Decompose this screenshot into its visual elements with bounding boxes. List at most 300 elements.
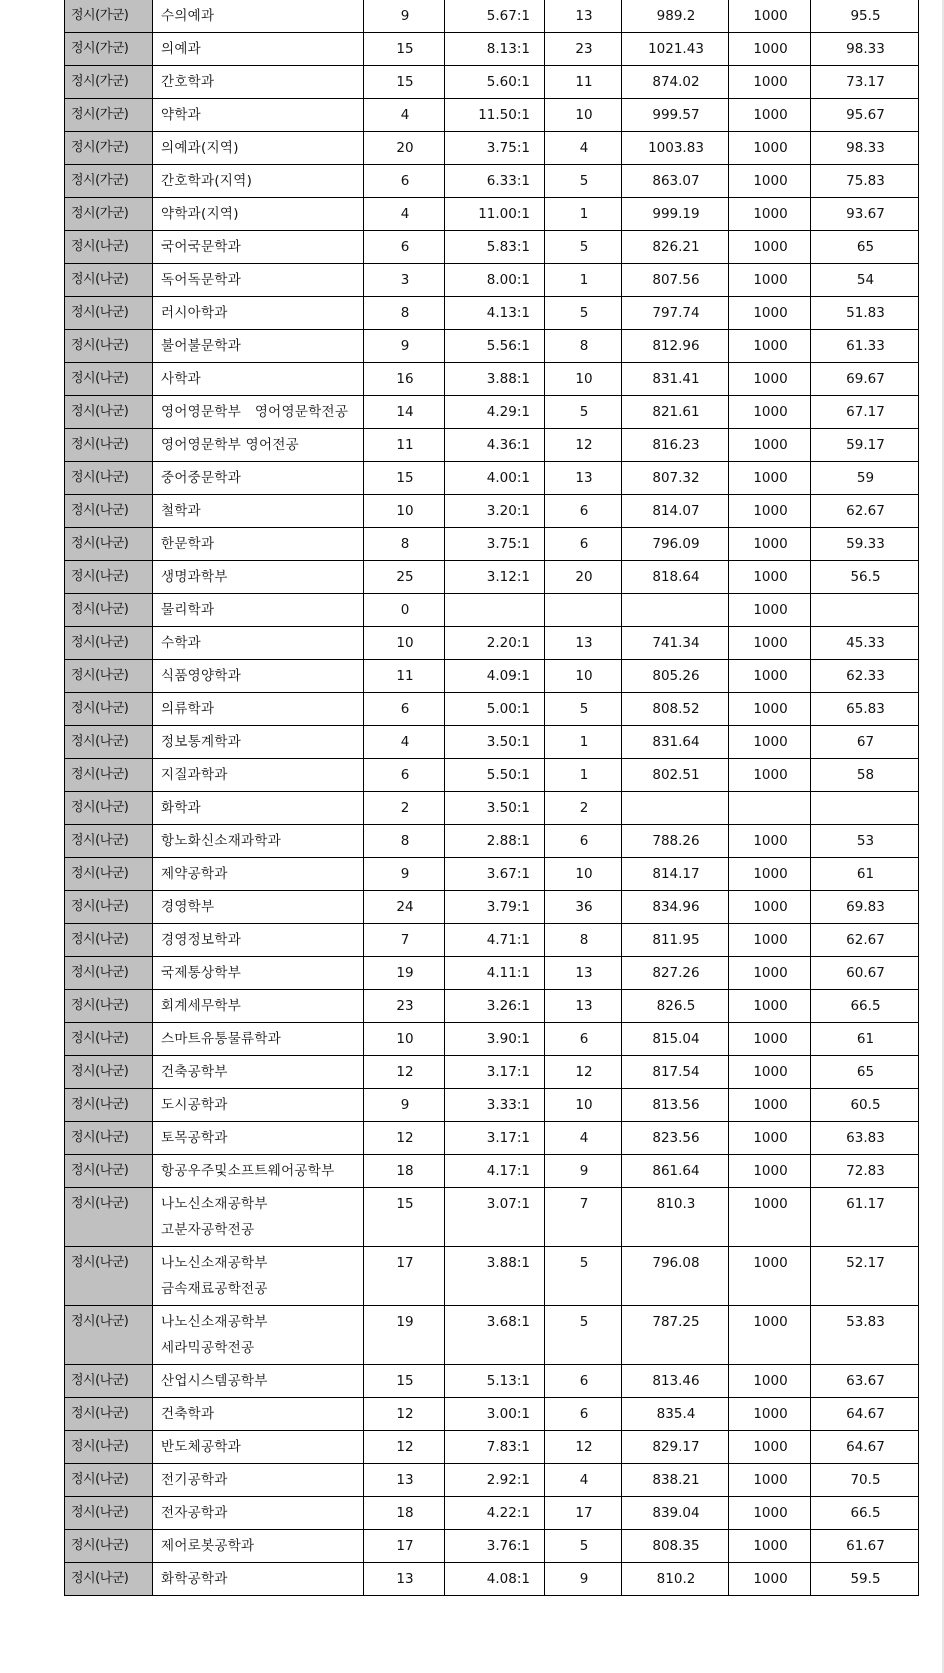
full-score-cell: 1000 — [729, 924, 811, 957]
score-cell: 816.23 — [622, 429, 729, 462]
competition-ratio-cell: 5.83:1 — [445, 231, 545, 264]
competition-ratio-cell: 8.00:1 — [445, 264, 545, 297]
waitlist-rank-cell: 5 — [545, 1306, 622, 1365]
percentile-cell: 53 — [811, 825, 919, 858]
waitlist-rank-cell: 5 — [545, 1530, 622, 1563]
admission-type-cell: 정시(나군) — [65, 1122, 153, 1155]
department-cell: 약학과(지역) — [153, 198, 364, 231]
waitlist-rank-cell: 4 — [545, 1464, 622, 1497]
percentile-cell: 61 — [811, 1023, 919, 1056]
full-score-cell: 1000 — [729, 1563, 811, 1596]
competition-ratio-cell: 11.00:1 — [445, 198, 545, 231]
department-cell: 수의예과 — [153, 0, 364, 33]
score-cell: 797.74 — [622, 297, 729, 330]
admission-type-cell: 정시(나군) — [65, 660, 153, 693]
quota-cell: 15 — [364, 1365, 445, 1398]
table-row — [65, 1306, 919, 1365]
quota-cell: 18 — [364, 1155, 445, 1188]
competition-ratio-cell: 5.13:1 — [445, 1365, 545, 1398]
competition-ratio-cell: 3.12:1 — [445, 561, 545, 594]
quota-cell: 13 — [364, 1464, 445, 1497]
waitlist-rank-cell: 2 — [545, 792, 622, 825]
table-row — [65, 330, 919, 363]
percentile-cell: 61.67 — [811, 1530, 919, 1563]
percentile-cell — [811, 792, 919, 825]
full-score-cell: 1000 — [729, 726, 811, 759]
admission-type-cell: 정시(나군) — [65, 726, 153, 759]
department-cell: 물리학과 — [153, 594, 364, 627]
percentile-cell: 60.67 — [811, 957, 919, 990]
full-score-cell: 1000 — [729, 594, 811, 627]
percentile-cell: 75.83 — [811, 165, 919, 198]
department-cell: 철학과 — [153, 495, 364, 528]
percentile-cell: 65.83 — [811, 693, 919, 726]
department-cell: 경영정보학과 — [153, 924, 364, 957]
score-cell: 811.95 — [622, 924, 729, 957]
department-cell: 식품영양학과 — [153, 660, 364, 693]
score-cell: 826.21 — [622, 231, 729, 264]
full-score-cell — [729, 792, 811, 825]
competition-ratio-cell: 11.50:1 — [445, 99, 545, 132]
table-row — [65, 165, 919, 198]
competition-ratio-cell: 4.08:1 — [445, 1563, 545, 1596]
waitlist-rank-cell: 5 — [545, 231, 622, 264]
percentile-cell: 69.83 — [811, 891, 919, 924]
score-cell: 810.3 — [622, 1188, 729, 1247]
competition-ratio-cell: 2.92:1 — [445, 1464, 545, 1497]
score-cell: 874.02 — [622, 66, 729, 99]
department-cell: 정보통계학과 — [153, 726, 364, 759]
percentile-cell: 66.5 — [811, 990, 919, 1023]
competition-ratio-cell: 2.20:1 — [445, 627, 545, 660]
percentile-cell: 63.67 — [811, 1365, 919, 1398]
waitlist-rank-cell: 9 — [545, 1563, 622, 1596]
score-cell: 831.41 — [622, 363, 729, 396]
quota-cell: 18 — [364, 1497, 445, 1530]
percentile-cell: 53.83 — [811, 1306, 919, 1365]
table-row — [65, 99, 919, 132]
full-score-cell: 1000 — [729, 231, 811, 264]
quota-cell: 8 — [364, 825, 445, 858]
waitlist-rank-cell: 7 — [545, 1188, 622, 1247]
waitlist-rank-cell: 4 — [545, 132, 622, 165]
full-score-cell: 1000 — [729, 396, 811, 429]
admission-type-cell: 정시(나군) — [65, 1023, 153, 1056]
competition-ratio-cell: 3.50:1 — [445, 792, 545, 825]
department-cell: 전자공학과 — [153, 1497, 364, 1530]
full-score-cell: 1000 — [729, 1431, 811, 1464]
department-cell: 간호학과 — [153, 66, 364, 99]
admission-type-cell: 정시(나군) — [65, 1431, 153, 1464]
admission-type-cell: 정시(나군) — [65, 1530, 153, 1563]
table-row — [65, 528, 919, 561]
full-score-cell: 1000 — [729, 1306, 811, 1365]
percentile-cell: 45.33 — [811, 627, 919, 660]
admission-type-cell: 정시(나군) — [65, 429, 153, 462]
full-score-cell: 1000 — [729, 1155, 811, 1188]
competition-ratio-cell: 4.71:1 — [445, 924, 545, 957]
table-row — [65, 792, 919, 825]
admission-type-cell: 정시(가군) — [65, 33, 153, 66]
competition-ratio-cell: 2.88:1 — [445, 825, 545, 858]
quota-cell: 15 — [364, 462, 445, 495]
full-score-cell: 1000 — [729, 1122, 811, 1155]
admission-type-cell: 정시(나군) — [65, 1247, 153, 1306]
table-row — [65, 1056, 919, 1089]
score-cell: 1021.43 — [622, 33, 729, 66]
quota-cell: 4 — [364, 99, 445, 132]
admission-type-cell: 정시(나군) — [65, 1365, 153, 1398]
waitlist-rank-cell: 1 — [545, 726, 622, 759]
quota-cell: 14 — [364, 396, 445, 429]
quota-cell: 8 — [364, 528, 445, 561]
percentile-cell: 61 — [811, 858, 919, 891]
full-score-cell: 1000 — [729, 693, 811, 726]
percentile-cell: 93.67 — [811, 198, 919, 231]
percentile-cell: 73.17 — [811, 66, 919, 99]
quota-cell: 23 — [364, 990, 445, 1023]
table-row — [65, 561, 919, 594]
score-cell: 808.52 — [622, 693, 729, 726]
quota-cell: 4 — [364, 198, 445, 231]
score-cell: 863.07 — [622, 165, 729, 198]
quota-cell: 2 — [364, 792, 445, 825]
table-row — [65, 1563, 919, 1596]
full-score-cell: 1000 — [729, 429, 811, 462]
quota-cell: 15 — [364, 33, 445, 66]
department-cell: 회계세무학부 — [153, 990, 364, 1023]
score-cell: 788.26 — [622, 825, 729, 858]
department-cell: 중어중문학과 — [153, 462, 364, 495]
score-cell: 814.17 — [622, 858, 729, 891]
waitlist-rank-cell: 6 — [545, 1023, 622, 1056]
quota-cell: 3 — [364, 264, 445, 297]
waitlist-rank-cell: 10 — [545, 363, 622, 396]
admission-type-cell: 정시(나군) — [65, 1464, 153, 1497]
full-score-cell: 1000 — [729, 132, 811, 165]
full-score-cell: 1000 — [729, 660, 811, 693]
department-cell: 의예과 — [153, 33, 364, 66]
competition-ratio-cell: 3.75:1 — [445, 528, 545, 561]
table-row — [65, 1023, 919, 1056]
full-score-cell: 1000 — [729, 330, 811, 363]
waitlist-rank-cell: 17 — [545, 1497, 622, 1530]
full-score-cell: 1000 — [729, 1089, 811, 1122]
percentile-cell: 98.33 — [811, 132, 919, 165]
full-score-cell: 1000 — [729, 198, 811, 231]
department-cell: 전기공학과 — [153, 1464, 364, 1497]
department-cell: 생명과학부 — [153, 561, 364, 594]
score-cell: 826.5 — [622, 990, 729, 1023]
score-cell: 812.96 — [622, 330, 729, 363]
waitlist-rank-cell: 1 — [545, 264, 622, 297]
quota-cell: 16 — [364, 363, 445, 396]
admission-type-cell: 정시(나군) — [65, 957, 153, 990]
score-cell: 814.07 — [622, 495, 729, 528]
quota-cell: 7 — [364, 924, 445, 957]
admission-type-cell: 정시(나군) — [65, 1563, 153, 1596]
table-row — [65, 627, 919, 660]
table-row — [65, 297, 919, 330]
competition-ratio-cell: 4.09:1 — [445, 660, 545, 693]
table-row — [65, 957, 919, 990]
competition-ratio-cell: 3.76:1 — [445, 1530, 545, 1563]
department-cell: 건축공학부 — [153, 1056, 364, 1089]
quota-cell: 15 — [364, 66, 445, 99]
department-cell: 화학공학과 — [153, 1563, 364, 1596]
score-cell: 861.64 — [622, 1155, 729, 1188]
department-cell: 한문학과 — [153, 528, 364, 561]
quota-cell: 24 — [364, 891, 445, 924]
admission-type-cell: 정시(나군) — [65, 891, 153, 924]
department-cell: 수학과 — [153, 627, 364, 660]
department-cell: 도시공학과 — [153, 1089, 364, 1122]
admission-type-cell: 정시(나군) — [65, 264, 153, 297]
score-cell: 796.08 — [622, 1247, 729, 1306]
score-cell: 813.46 — [622, 1365, 729, 1398]
full-score-cell: 1000 — [729, 1365, 811, 1398]
waitlist-rank-cell: 13 — [545, 957, 622, 990]
table-row — [65, 693, 919, 726]
department-cell: 건축학과 — [153, 1398, 364, 1431]
department-cell: 경영학부 — [153, 891, 364, 924]
full-score-cell: 1000 — [729, 1023, 811, 1056]
table-row — [65, 198, 919, 231]
table-row — [65, 495, 919, 528]
score-cell: 829.17 — [622, 1431, 729, 1464]
full-score-cell: 1000 — [729, 957, 811, 990]
department-cell: 반도체공학과 — [153, 1431, 364, 1464]
competition-ratio-cell: 3.90:1 — [445, 1023, 545, 1056]
score-cell: 831.64 — [622, 726, 729, 759]
admission-type-cell: 정시(나군) — [65, 1188, 153, 1247]
waitlist-rank-cell: 10 — [545, 1089, 622, 1122]
quota-cell: 12 — [364, 1056, 445, 1089]
waitlist-rank-cell: 1 — [545, 759, 622, 792]
percentile-cell: 59.33 — [811, 528, 919, 561]
quota-cell: 19 — [364, 1306, 445, 1365]
waitlist-rank-cell: 9 — [545, 1155, 622, 1188]
admission-type-cell: 정시(나군) — [65, 231, 153, 264]
full-score-cell: 1000 — [729, 495, 811, 528]
score-cell: 989.2 — [622, 0, 729, 33]
department-cell: 항노화신소재과학과 — [153, 825, 364, 858]
table-row — [65, 396, 919, 429]
quota-cell: 10 — [364, 627, 445, 660]
full-score-cell: 1000 — [729, 99, 811, 132]
competition-ratio-cell: 4.13:1 — [445, 297, 545, 330]
admission-type-cell: 정시(나군) — [65, 594, 153, 627]
waitlist-rank-cell: 13 — [545, 627, 622, 660]
score-cell: 1003.83 — [622, 132, 729, 165]
table-row — [65, 660, 919, 693]
competition-ratio-cell: 3.88:1 — [445, 363, 545, 396]
department-cell: 제어로봇공학과 — [153, 1530, 364, 1563]
score-cell: 827.26 — [622, 957, 729, 990]
waitlist-rank-cell: 20 — [545, 561, 622, 594]
admission-type-cell: 정시(나군) — [65, 1398, 153, 1431]
department-cell: 의예과(지역) — [153, 132, 364, 165]
competition-ratio-cell: 3.88:1 — [445, 1247, 545, 1306]
full-score-cell: 1000 — [729, 1247, 811, 1306]
table-row — [65, 726, 919, 759]
competition-ratio-cell — [445, 594, 545, 627]
quota-cell: 9 — [364, 1089, 445, 1122]
department-cell: 독어독문학과 — [153, 264, 364, 297]
waitlist-rank-cell: 8 — [545, 330, 622, 363]
competition-ratio-cell: 3.17:1 — [445, 1056, 545, 1089]
percentile-cell: 59 — [811, 462, 919, 495]
full-score-cell: 1000 — [729, 1464, 811, 1497]
quota-cell: 9 — [364, 0, 445, 33]
admission-type-cell: 정시(나군) — [65, 1155, 153, 1188]
percentile-cell: 52.17 — [811, 1247, 919, 1306]
full-score-cell: 1000 — [729, 528, 811, 561]
waitlist-rank-cell: 13 — [545, 462, 622, 495]
department-cell: 국제통상학부 — [153, 957, 364, 990]
quota-cell: 13 — [364, 1563, 445, 1596]
admission-type-cell: 정시(나군) — [65, 462, 153, 495]
percentile-cell: 95.67 — [811, 99, 919, 132]
percentile-cell: 51.83 — [811, 297, 919, 330]
score-cell — [622, 792, 729, 825]
waitlist-rank-cell: 10 — [545, 99, 622, 132]
waitlist-rank-cell: 6 — [545, 825, 622, 858]
competition-ratio-cell: 5.00:1 — [445, 693, 545, 726]
percentile-cell: 61.17 — [811, 1188, 919, 1247]
admission-type-cell: 정시(가군) — [65, 99, 153, 132]
percentile-cell: 62.67 — [811, 924, 919, 957]
competition-ratio-cell: 5.50:1 — [445, 759, 545, 792]
percentile-cell: 62.67 — [811, 495, 919, 528]
table-row — [65, 33, 919, 66]
percentile-cell: 60.5 — [811, 1089, 919, 1122]
waitlist-rank-cell: 10 — [545, 660, 622, 693]
percentile-cell: 70.5 — [811, 1464, 919, 1497]
department-cell: 나노신소재공학부 세라믹공학전공 — [153, 1306, 364, 1365]
admission-type-cell: 정시(나군) — [65, 693, 153, 726]
table-row — [65, 1122, 919, 1155]
full-score-cell: 1000 — [729, 1398, 811, 1431]
score-cell — [622, 594, 729, 627]
quota-cell: 12 — [364, 1398, 445, 1431]
department-cell: 약학과 — [153, 99, 364, 132]
waitlist-rank-cell — [545, 594, 622, 627]
score-cell: 810.2 — [622, 1563, 729, 1596]
full-score-cell: 1000 — [729, 165, 811, 198]
waitlist-rank-cell: 5 — [545, 1247, 622, 1306]
score-cell: 817.54 — [622, 1056, 729, 1089]
waitlist-rank-cell: 8 — [545, 924, 622, 957]
full-score-cell: 1000 — [729, 0, 811, 33]
table-row — [65, 990, 919, 1023]
percentile-cell: 65 — [811, 231, 919, 264]
department-cell: 사학과 — [153, 363, 364, 396]
quota-cell: 0 — [364, 594, 445, 627]
waitlist-rank-cell: 5 — [545, 693, 622, 726]
table-row — [65, 1530, 919, 1563]
admission-type-cell: 정시(가군) — [65, 198, 153, 231]
quota-cell: 15 — [364, 1188, 445, 1247]
department-cell: 국어국문학과 — [153, 231, 364, 264]
score-cell: 834.96 — [622, 891, 729, 924]
admission-type-cell: 정시(나군) — [65, 990, 153, 1023]
department-cell: 산업시스템공학부 — [153, 1365, 364, 1398]
competition-ratio-cell: 8.13:1 — [445, 33, 545, 66]
competition-ratio-cell: 3.17:1 — [445, 1122, 545, 1155]
table-row — [65, 1155, 919, 1188]
department-cell: 스마트유통물류학과 — [153, 1023, 364, 1056]
competition-ratio-cell: 5.67:1 — [445, 0, 545, 33]
admission-type-cell: 정시(나군) — [65, 858, 153, 891]
admission-type-cell: 정시(나군) — [65, 1089, 153, 1122]
table-row — [65, 1089, 919, 1122]
table-row — [65, 825, 919, 858]
score-cell: 999.57 — [622, 99, 729, 132]
waitlist-rank-cell: 5 — [545, 297, 622, 330]
full-score-cell: 1000 — [729, 33, 811, 66]
waitlist-rank-cell: 6 — [545, 495, 622, 528]
percentile-cell: 72.83 — [811, 1155, 919, 1188]
table-row — [65, 759, 919, 792]
score-cell: 807.32 — [622, 462, 729, 495]
competition-ratio-cell: 4.17:1 — [445, 1155, 545, 1188]
full-score-cell: 1000 — [729, 462, 811, 495]
quota-cell: 17 — [364, 1247, 445, 1306]
full-score-cell: 1000 — [729, 264, 811, 297]
full-score-cell: 1000 — [729, 1497, 811, 1530]
waitlist-rank-cell: 1 — [545, 198, 622, 231]
percentile-cell: 56.5 — [811, 561, 919, 594]
score-cell: 823.56 — [622, 1122, 729, 1155]
score-cell: 813.56 — [622, 1089, 729, 1122]
full-score-cell: 1000 — [729, 990, 811, 1023]
quota-cell: 12 — [364, 1122, 445, 1155]
waitlist-rank-cell: 6 — [545, 528, 622, 561]
percentile-cell: 63.83 — [811, 1122, 919, 1155]
competition-ratio-cell: 4.36:1 — [445, 429, 545, 462]
table-row — [65, 594, 919, 627]
admission-type-cell: 정시(나군) — [65, 330, 153, 363]
competition-ratio-cell: 5.56:1 — [445, 330, 545, 363]
quota-cell: 11 — [364, 429, 445, 462]
admission-type-cell: 정시(나군) — [65, 396, 153, 429]
admission-type-cell: 정시(나군) — [65, 1056, 153, 1089]
waitlist-rank-cell: 5 — [545, 396, 622, 429]
competition-ratio-cell: 3.50:1 — [445, 726, 545, 759]
percentile-cell: 64.67 — [811, 1431, 919, 1464]
table-row — [65, 66, 919, 99]
quota-cell: 9 — [364, 858, 445, 891]
admission-type-cell: 정시(나군) — [65, 1306, 153, 1365]
full-score-cell: 1000 — [729, 1188, 811, 1247]
table-row — [65, 891, 919, 924]
quota-cell: 11 — [364, 660, 445, 693]
admission-type-cell: 정시(가군) — [65, 0, 153, 33]
admission-type-cell: 정시(나군) — [65, 363, 153, 396]
waitlist-rank-cell: 13 — [545, 990, 622, 1023]
quota-cell: 6 — [364, 165, 445, 198]
waitlist-rank-cell: 11 — [545, 66, 622, 99]
admission-type-cell: 정시(나군) — [65, 759, 153, 792]
admission-type-cell: 정시(나군) — [65, 495, 153, 528]
department-cell: 간호학과(지역) — [153, 165, 364, 198]
competition-ratio-cell: 3.07:1 — [445, 1188, 545, 1247]
department-cell: 불어불문학과 — [153, 330, 364, 363]
quota-cell: 6 — [364, 231, 445, 264]
quota-cell: 8 — [364, 297, 445, 330]
competition-ratio-cell: 3.67:1 — [445, 858, 545, 891]
